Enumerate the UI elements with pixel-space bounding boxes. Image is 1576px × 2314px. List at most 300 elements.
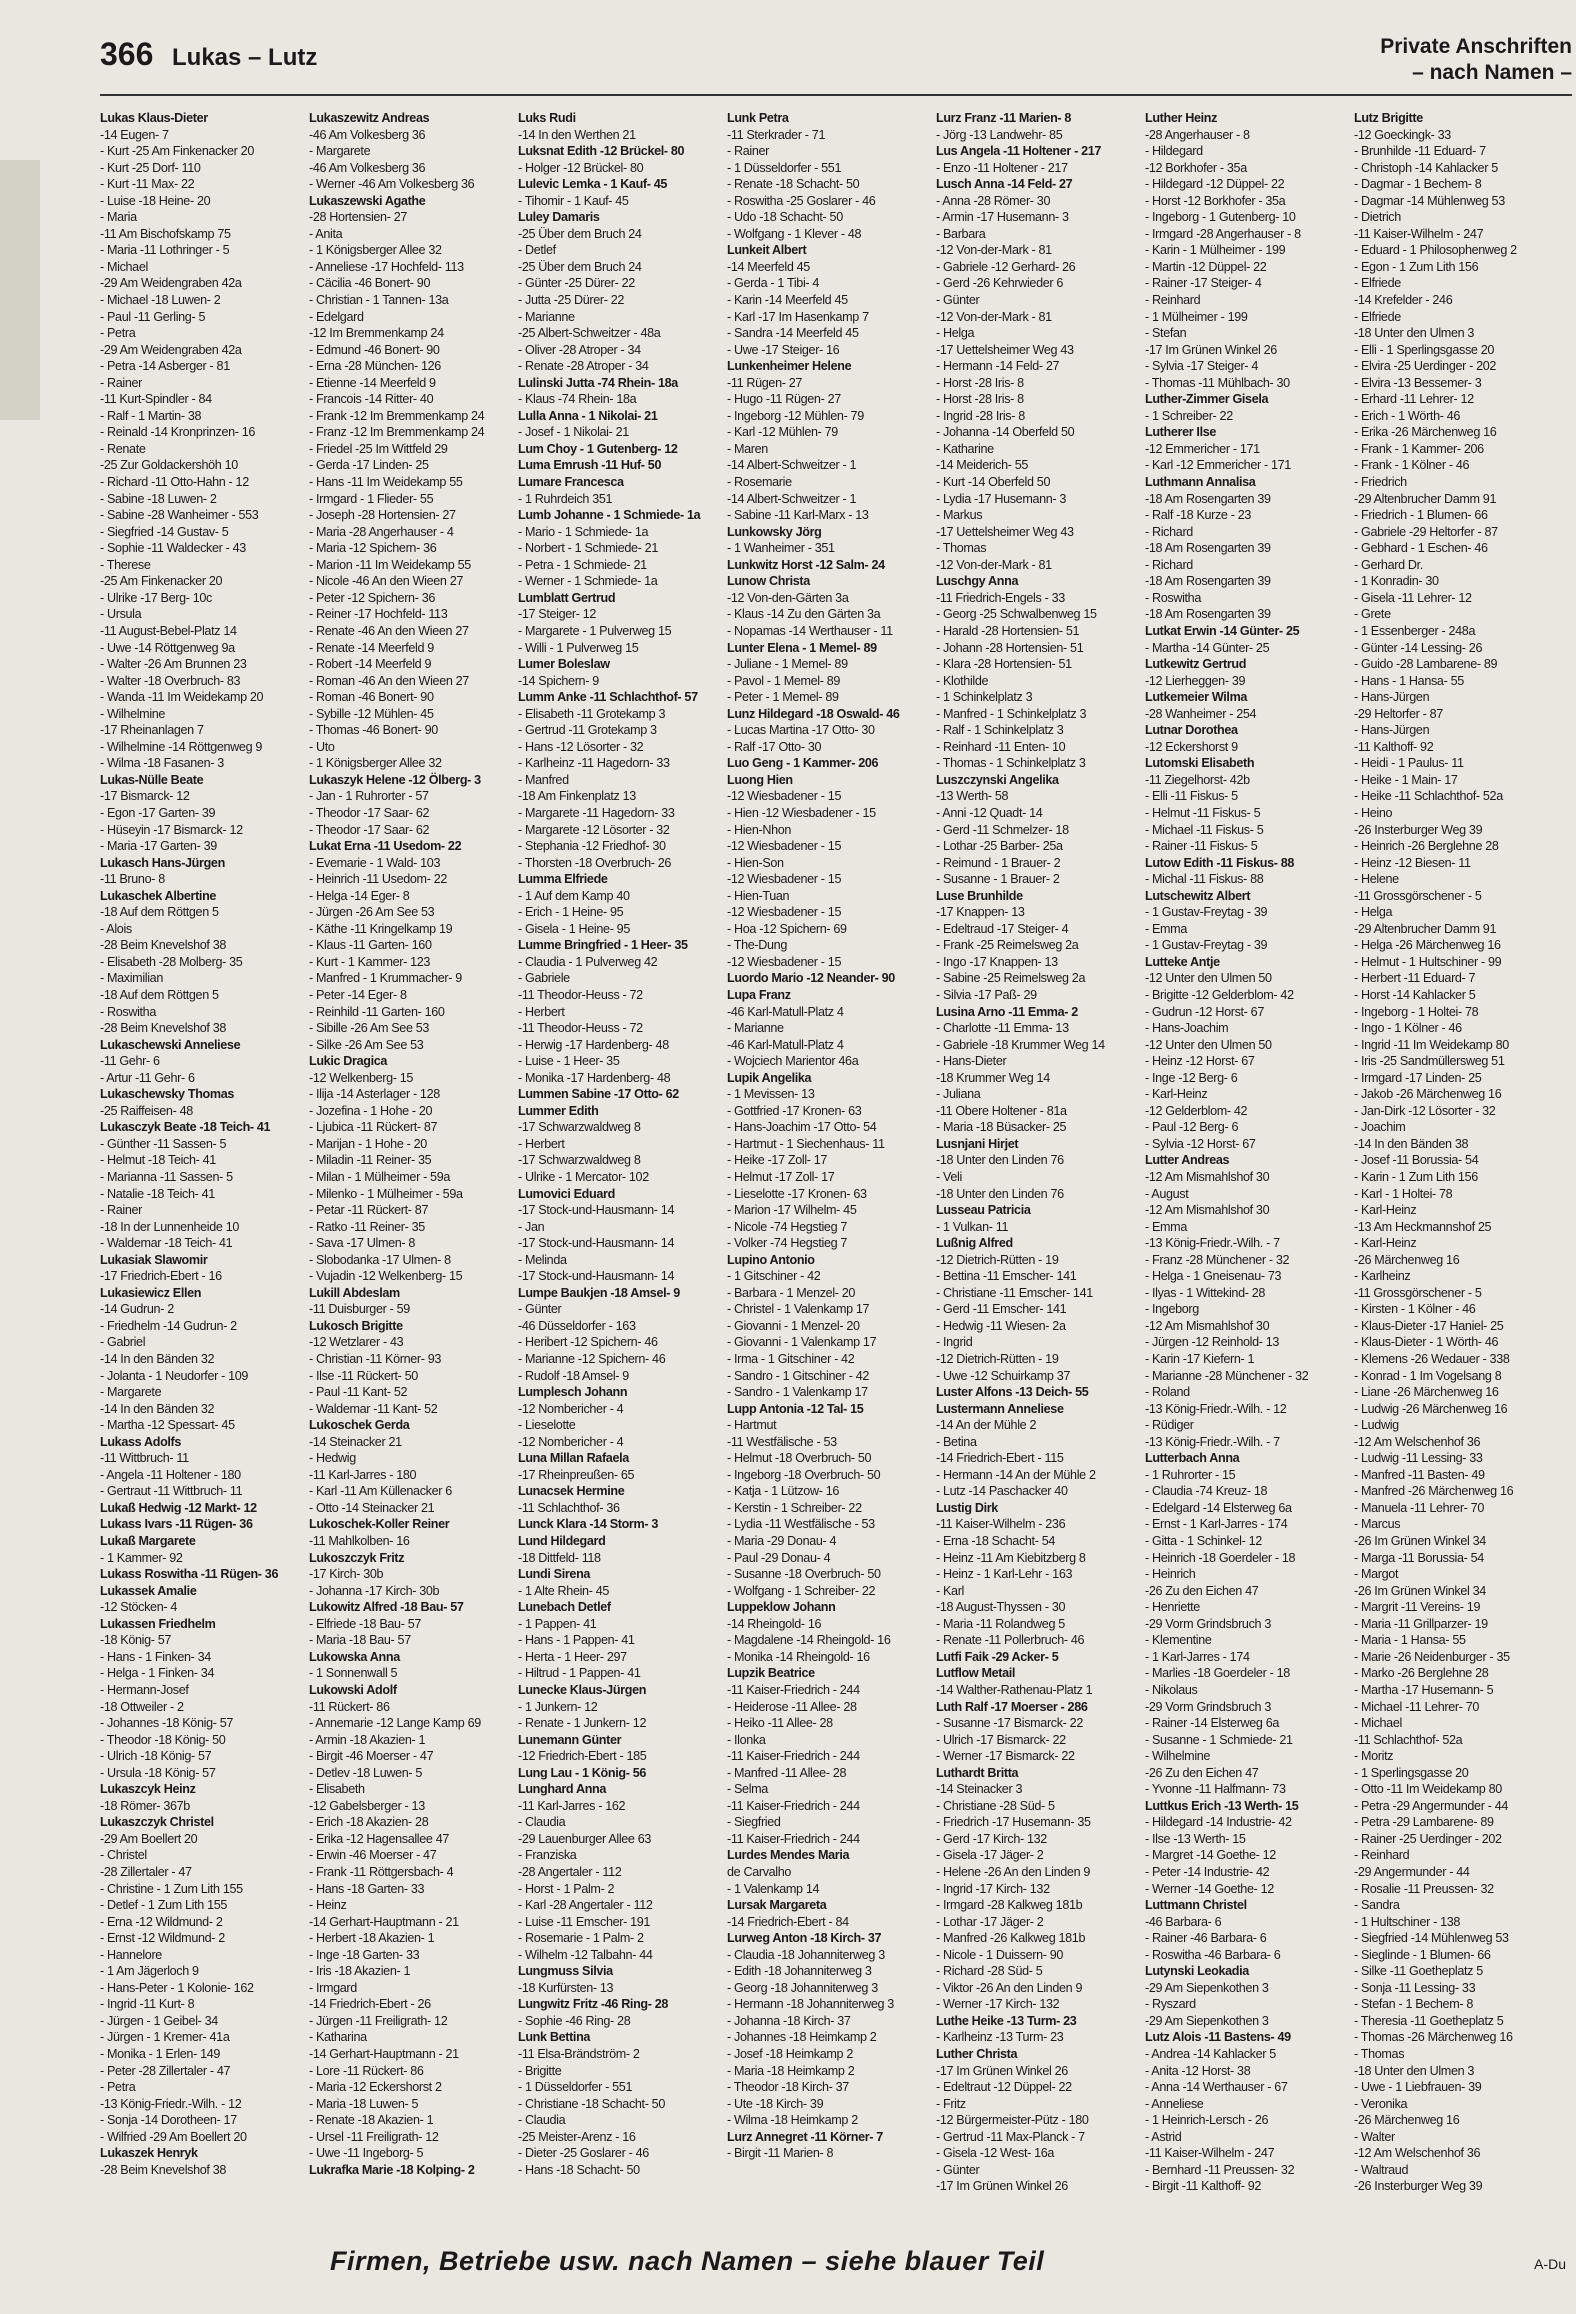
listing-entry: -14 Gerhart-Hauptmann - 21 bbox=[309, 2046, 459, 2061]
listing-entry: -25 Albert-Schweitzer - 48a bbox=[518, 326, 661, 341]
listing-entry: - Herwig -17 Hardenberg- 48 bbox=[518, 1037, 669, 1052]
listing-entry: - Erna -12 Wildmund- 2 bbox=[100, 1914, 223, 1929]
listing-entry: Lukill Abdeslam bbox=[309, 1285, 400, 1300]
listing-entry: Luther Heinz bbox=[1145, 111, 1218, 125]
listing-entry: Lurweg Anton -18 Kirch- 37 bbox=[727, 1931, 882, 1946]
listing-entry: -29 Am Weidengraben 42a bbox=[100, 276, 242, 291]
listing-entry: Lukaszek Henryk bbox=[100, 2146, 198, 2161]
listing-entry: - Ludwig -26 Märchenweg 16 bbox=[1354, 1401, 1508, 1416]
listing-entry: - August bbox=[1145, 1186, 1189, 1201]
listing-entry: - Ursel -11 Freiligrath- 12 bbox=[309, 2129, 439, 2144]
listing-entry: Lukosch Brigitte bbox=[309, 1318, 403, 1333]
listing-entry: - Günther -11 Sassen- 5 bbox=[100, 1136, 227, 1151]
listing-entry: - Brigitte -12 Gelderblom- 42 bbox=[1145, 987, 1294, 1002]
listing-entry: - Inge -18 Garten- 33 bbox=[309, 1947, 420, 1962]
listing-entry: -17 Rheinanlagen 7 bbox=[100, 723, 204, 738]
listing-entry: - Sandro - 1 Gitschiner - 42 bbox=[727, 1368, 870, 1383]
listing-entry: - Thomas -11 Mühlbach- 30 bbox=[1145, 375, 1290, 390]
listing-entry: Lummer Edith bbox=[518, 1103, 599, 1118]
listing-entry: - Theresia -11 Goetheplatz 5 bbox=[1354, 2013, 1504, 2028]
listing-entry: Lukat Erna -11 Usedom- 22 bbox=[309, 839, 462, 854]
listing-entry: - Heinrich -11 Usedom- 22 bbox=[309, 872, 447, 887]
listing-entry: - Milenko - 1 Mülheimer - 59a bbox=[309, 1186, 463, 1201]
listing-entry: -26 Zu den Eichen 47 bbox=[1145, 1583, 1259, 1598]
listing-entry: - Gabriel bbox=[100, 1335, 146, 1350]
listing-entry: Lulla Anna - 1 Nikolai- 21 bbox=[518, 408, 658, 423]
listing-entry: - Ulrike -17 Berg- 10c bbox=[100, 590, 212, 605]
listing-entry: Lukoszczyk Fritz bbox=[309, 1550, 405, 1565]
listing-entry: -17 Uettelsheimer Weg 43 bbox=[936, 524, 1074, 539]
listing-entry: Luthe Heike -13 Turm- 23 bbox=[936, 2013, 1077, 2028]
listing-entry: Luley Damaris bbox=[518, 210, 600, 225]
listing-entry: - Reimund - 1 Brauer- 2 bbox=[936, 855, 1061, 870]
listing-column-4 bbox=[727, 110, 929, 2198]
listing-entry: - Manfred -26 Märchenweg 16 bbox=[1354, 1484, 1514, 1499]
listing-entry: -14 Gudrun- 2 bbox=[100, 1302, 174, 1317]
listing-entry: - Uwe -11 Ingeborg- 5 bbox=[309, 2146, 424, 2161]
listing-entry: Luther-Zimmer Gisela bbox=[1145, 392, 1269, 407]
listing-entry: - Paul -11 Gerling- 5 bbox=[100, 309, 206, 324]
listing-entry: -26 Im Grünen Winkel 34 bbox=[1354, 1534, 1486, 1549]
listing-entry: Lutschewitz Albert bbox=[1145, 888, 1251, 903]
listing-entry: -25 Meister-Arenz - 16 bbox=[518, 2129, 636, 2144]
listing-entry: - Ingrid bbox=[936, 1335, 973, 1350]
listing-entry: -29 Lauenburger Allee 63 bbox=[518, 1831, 652, 1846]
listing-entry: - Ralf - 1 Schinkelplatz 3 bbox=[936, 723, 1064, 738]
listing-entry: -46 Düsseldorfer - 163 bbox=[518, 1318, 636, 1333]
listing-entry: - Manfred - 1 Schinkelplatz 3 bbox=[936, 706, 1087, 721]
listing-entry: - Günter bbox=[936, 293, 980, 308]
listing-entry: - Michael bbox=[1354, 1716, 1402, 1731]
listing-entry: - Renate - 1 Junkern- 12 bbox=[518, 1716, 647, 1731]
listing-entry: - Jozefina - 1 Hohe - 20 bbox=[309, 1103, 433, 1118]
listing-entry: - Giovanni - 1 Valenkamp 17 bbox=[727, 1335, 877, 1350]
listing-entry: -12 Gelderblom- 42 bbox=[1145, 1103, 1248, 1118]
listing-entry: - Fritz bbox=[936, 2096, 966, 2111]
listing-entry: -18 Unter den Linden 76 bbox=[936, 1153, 1064, 1168]
listing-entry: -12 Von-den-Gärten 3a bbox=[727, 590, 849, 605]
listing-entry: - Pavol - 1 Memel- 89 bbox=[727, 673, 841, 688]
listing-entry: -14 Meerfeld 45 bbox=[727, 259, 810, 274]
listing-entry: Lumm Anke -11 Schlachthof- 57 bbox=[518, 690, 698, 705]
listing-entry: -11 Kalthoff- 92 bbox=[1354, 739, 1434, 754]
listing-entry: - Hedwig bbox=[309, 1451, 356, 1466]
section-subtitle: – nach Namen – bbox=[1412, 61, 1572, 84]
listing-entry: Luster Alfons -13 Deich- 55 bbox=[936, 1385, 1089, 1400]
listing-entry: - Norbert - 1 Schmiede- 21 bbox=[518, 541, 658, 556]
listing-entry: - Mario - 1 Schmiede- 1a bbox=[518, 524, 649, 539]
listing-entry: - Hedwig -11 Wiesen- 2a bbox=[936, 1318, 1066, 1333]
listing-entry: - Volker -74 Hegstieg 7 bbox=[727, 1236, 848, 1251]
listing-entry: - Rudolf -18 Amsel- 9 bbox=[518, 1368, 629, 1383]
listing-entry: Lunacsek Hermine bbox=[518, 1484, 625, 1499]
listing-entry: Lukoschek-Koller Reiner bbox=[309, 1517, 450, 1532]
listing-entry: - Jan-Dirk -12 Lösorter - 32 bbox=[1354, 1103, 1496, 1118]
listing-entry: - Margarete - 1 Pulverweg 15 bbox=[518, 623, 672, 638]
listing-entry: - Frank - 1 Kammer- 206 bbox=[1354, 441, 1484, 456]
listing-entry: - Martha -14 Günter- 25 bbox=[1145, 640, 1270, 655]
listing-entry: - Johann -28 Hortensien- 51 bbox=[936, 640, 1084, 655]
listing-entry: -17 Uettelsheimer Weg 43 bbox=[936, 342, 1074, 357]
listing-entry: - Luise - 1 Heer- 35 bbox=[518, 1054, 620, 1069]
listing-entry: - Gottfried -17 Kronen- 63 bbox=[727, 1103, 862, 1118]
listing-entry: -12 Wiesbadener - 15 bbox=[727, 839, 842, 854]
listing-entry: -25 Raiffeisen- 48 bbox=[100, 1103, 193, 1118]
listing-entry: - Martha -12 Spessart- 45 bbox=[100, 1418, 235, 1433]
listing-entry: - Erika -26 Märchenweg 16 bbox=[1354, 425, 1497, 440]
listing-entry: - Siegfried bbox=[727, 1815, 781, 1830]
listing-entry: - Edeltraut -12 Düppel- 22 bbox=[936, 2080, 1072, 2095]
listing-entry: Lunz Hildegard -18 Oswald- 46 bbox=[727, 706, 900, 721]
listing-entry: - Elfriede -18 Bau- 57 bbox=[309, 1616, 422, 1631]
listing-entry: - Kurt -14 Oberfeld 50 bbox=[936, 475, 1051, 490]
listing-entry: - Jan bbox=[518, 1219, 545, 1234]
listing-entry: - Hartmut bbox=[727, 1418, 777, 1433]
listing-entry: - Sylvia -17 Steiger- 4 bbox=[1145, 359, 1259, 374]
listing-entry: - Maren bbox=[727, 441, 768, 456]
listing-entry: -18 Am Rosengarten 39 bbox=[1145, 491, 1271, 506]
listing-entry: - Ingo -17 Knappen- 13 bbox=[936, 954, 1058, 969]
listing-entry: -28 Wanheimer - 254 bbox=[1145, 706, 1257, 721]
listing-entry: - Karl-Heinz bbox=[1354, 1203, 1417, 1218]
listing-entry: - Maria -12 Eckershorst 2 bbox=[309, 2080, 442, 2095]
listing-entry: - Claudia bbox=[518, 2113, 566, 2128]
listing-entry: - Detlef - 1 Zum Lith 155 bbox=[100, 1898, 228, 1913]
listing-entry: -29 Vorm Grindsbruch 3 bbox=[1145, 1616, 1271, 1631]
listing-entry: -14 Steinacker 21 bbox=[309, 1434, 402, 1449]
listing-entry: - Gisela - 1 Heine- 95 bbox=[518, 921, 630, 936]
listing-entry: - Robert -14 Meerfeld 9 bbox=[309, 657, 432, 672]
listing-entry: - Heinz bbox=[309, 1898, 347, 1913]
listing-entry: - Dieter -25 Goslarer - 46 bbox=[518, 2146, 649, 2161]
listing-entry: - Frank - 1 Kölner - 46 bbox=[1354, 458, 1470, 473]
listing-entry: - Nicole -46 An den Wieen 27 bbox=[309, 574, 464, 589]
listing-entry: - Ljubica -11 Rückert- 87 bbox=[309, 1120, 438, 1135]
listing-entry: Luks Rudi bbox=[518, 111, 576, 125]
listing-entry: - Irmgard -28 Kalkweg 181b bbox=[936, 1898, 1083, 1913]
listing-entry: - Ilonka bbox=[727, 1732, 766, 1747]
listing-entry: -11 Kaiser-Friedrich - 244 bbox=[727, 1831, 860, 1846]
listing-entry: - Karl -11 Am Küllenacker 6 bbox=[309, 1484, 452, 1499]
listing-entry: -12 Von-der-Mark - 81 bbox=[936, 243, 1052, 258]
listing-entry: - Gudrun -12 Horst- 67 bbox=[1145, 1004, 1264, 1019]
listing-entry: - Elvira -13 Bessemer- 3 bbox=[1354, 375, 1482, 390]
listing-entry: Lukasch Hans-Jürgen bbox=[100, 855, 225, 870]
listing-entry: - Reinhild -11 Garten- 160 bbox=[309, 1004, 445, 1019]
listing-entry: - Peter -12 Spichern- 36 bbox=[309, 590, 435, 605]
listing-entry: - Rainer -14 Elsterweg 6a bbox=[1145, 1716, 1280, 1731]
listing-entry: Lußnig Alfred bbox=[936, 1236, 1013, 1251]
listing-entry: Luo Geng - 1 Kammer- 206 bbox=[727, 756, 879, 771]
listing-entry: - Armin -17 Husemann- 3 bbox=[936, 210, 1069, 225]
listing-entry: -14 Albert-Schweitzer - 1 bbox=[727, 491, 857, 506]
listing-entry: - Susanne -17 Bismarck- 22 bbox=[936, 1716, 1083, 1731]
listing-entry: -11 Duisburger - 59 bbox=[309, 1302, 410, 1317]
listing-entry: - Paul -12 Berg- 6 bbox=[1145, 1120, 1239, 1135]
listing-entry: - Etienne -14 Meerfeld 9 bbox=[309, 375, 436, 390]
listing-entry: -18 Römer- 367b bbox=[100, 1798, 190, 1813]
listing-entry: - Ursula -18 König- 57 bbox=[100, 1765, 216, 1780]
listing-entry: - Ingrid -11 Kurt- 8 bbox=[100, 1997, 195, 2012]
listing-entry: - Rosemarie - 1 Palm- 2 bbox=[518, 1931, 644, 1946]
listing-entry: Lupzik Beatrice bbox=[727, 1666, 815, 1681]
listing-entry: Lung Lau - 1 König- 56 bbox=[518, 1765, 647, 1780]
listing-entry: - Ryszard bbox=[1145, 1997, 1196, 2012]
listing-entry: - Friedrich -17 Husemann- 35 bbox=[936, 1815, 1091, 1830]
listing-entry: - Roswitha bbox=[1145, 590, 1201, 605]
listing-entry: - Maria -18 Luwen- 5 bbox=[309, 2096, 419, 2111]
listing-entry: Lukaszczyk Christel bbox=[100, 1815, 214, 1830]
listing-entry: - Irmgard -28 Angerhauser - 8 bbox=[1145, 226, 1301, 241]
listing-entry: - Jakob -26 Märchenweg 16 bbox=[1354, 1087, 1502, 1102]
listing-entry: -17 Rheinpreußen- 65 bbox=[518, 1467, 635, 1482]
listing-entry: - Marion -11 Im Weidekamp 55 bbox=[309, 557, 471, 572]
listing-entry: - Willi - 1 Pulverweg 15 bbox=[518, 640, 639, 655]
listing-entry: - Nicole - 1 Duissern- 90 bbox=[936, 1947, 1064, 1962]
listing-entry: - Anita bbox=[309, 226, 343, 241]
listing-column-5 bbox=[936, 110, 1138, 2198]
listing-entry: - Betina bbox=[936, 1434, 977, 1449]
listing-entry: - Nopamas -14 Werthauser - 11 bbox=[727, 623, 893, 638]
listing-entry: - 1 Wanheimer - 351 bbox=[727, 541, 835, 556]
listing-entry: -18 Am Finkenplatz 13 bbox=[518, 789, 636, 804]
listing-entry: - Johanna -18 Kirch- 37 bbox=[727, 2013, 851, 2028]
listing-entry: Lummen Sabine -17 Otto- 62 bbox=[518, 1087, 679, 1102]
listing-entry: -14 Friedrich-Ebert - 26 bbox=[309, 1997, 431, 2012]
listing-entry: -12 Unter den Ulmen 50 bbox=[1145, 971, 1272, 986]
listing-entry: - Heidi - 1 Paulus- 11 bbox=[1354, 756, 1464, 771]
listing-entry: - Marie -26 Neidenburger - 35 bbox=[1354, 1649, 1510, 1664]
listing-entry: - Hans -12 Lösorter - 32 bbox=[518, 739, 644, 754]
listing-entry: - Hans -11 Im Weidekamp 55 bbox=[309, 475, 463, 490]
listing-entry: - Irmgard - 1 Flieder- 55 bbox=[309, 491, 434, 506]
listing-entry: Lukowski Adolf bbox=[309, 1682, 397, 1697]
listing-entry: -11 Karl-Jarres - 162 bbox=[518, 1798, 626, 1813]
listing-entry: - Thorsten -18 Overbruch- 26 bbox=[518, 855, 672, 870]
listing-entry: -13 Am Heckmannshof 25 bbox=[1354, 1219, 1492, 1234]
listing-entry: - Reinald -14 Kronprinzen- 16 bbox=[100, 425, 256, 440]
listing-entry: - Maria -18 Bau- 57 bbox=[309, 1633, 411, 1648]
listing-entry: - Lydia -11 Westfälische - 53 bbox=[727, 1517, 875, 1532]
listing-entry: - Elvira -25 Uerdinger - 202 bbox=[1354, 359, 1497, 374]
listing-entry: - Heino bbox=[1354, 805, 1393, 820]
listing-entry: - Angela -11 Holtener - 180 bbox=[100, 1467, 241, 1482]
listing-entry: - Waldemar -11 Kant- 52 bbox=[309, 1401, 438, 1416]
listing-entry: - Franz -28 Münchener - 32 bbox=[1145, 1252, 1290, 1267]
listing-entry: -14 Krefelder - 246 bbox=[1354, 293, 1453, 308]
listing-entry: Luthardt Britta bbox=[936, 1765, 1019, 1780]
listing-entry: - Yvonne -11 Halfmann- 73 bbox=[1145, 1782, 1286, 1797]
listing-entry: - Monika -14 Rheingold- 16 bbox=[727, 1649, 870, 1664]
listing-entry: - Heinrich -18 Goerdeler - 18 bbox=[1145, 1550, 1296, 1565]
listing-entry: Luthmann Annalisa bbox=[1145, 475, 1256, 490]
listing-entry: - Andrea -14 Kahlacker 5 bbox=[1145, 2046, 1276, 2061]
listing-entry: -12 Wiesbadener - 15 bbox=[727, 872, 842, 887]
listing-entry: - Hans - 1 Pappen- 41 bbox=[518, 1633, 635, 1648]
listing-entry: - Lothar -17 Jäger- 2 bbox=[936, 1914, 1044, 1929]
listing-entry: - Josef - 1 Nikolai- 21 bbox=[518, 425, 629, 440]
listing-entry: -11 Schlachthof- 36 bbox=[518, 1500, 620, 1515]
listing-entry: - Peter - 1 Memel- 89 bbox=[727, 690, 839, 705]
listing-entry: - Sibille -26 Am See 53 bbox=[309, 1021, 430, 1036]
listing-entry: Lunck Klara -14 Storm- 3 bbox=[518, 1517, 658, 1532]
listing-entry: -17 Im Grünen Winkel 26 bbox=[936, 2179, 1068, 2194]
listing-entry: - Kurt -25 Am Finkenacker 20 bbox=[100, 144, 254, 159]
listing-entry: -25 Über dem Bruch 24 bbox=[518, 226, 642, 241]
listing-entry: Lunter Elena - 1 Memel- 89 bbox=[727, 640, 877, 655]
listing-entry: - Renate -18 Akazien- 1 bbox=[309, 2113, 434, 2128]
listing-entry: - Ilse -13 Werth- 15 bbox=[1145, 1831, 1246, 1846]
listing-entry: - Hermann-Josef bbox=[100, 1682, 189, 1697]
listing-entry: -11 Rückert- 86 bbox=[309, 1699, 390, 1714]
listing-entry: - Hans-Joachim bbox=[1145, 1021, 1229, 1036]
listing-entry: - 1 Essenberger - 248a bbox=[1354, 623, 1476, 638]
listing-entry: - 1 Konradin- 30 bbox=[1354, 574, 1439, 589]
listing-entry: - Ilija -14 Asterlager - 128 bbox=[309, 1087, 440, 1102]
listing-entry: -12 Lierheggen- 39 bbox=[1145, 673, 1246, 688]
listing-entry: - Manfred -11 Allee- 28 bbox=[727, 1765, 847, 1780]
listing-entry: -12 Eckershorst 9 bbox=[1145, 739, 1238, 754]
section-title: Private Anschriften bbox=[1380, 35, 1572, 58]
listing-entry: - Marianna -11 Sassen- 5 bbox=[100, 1170, 233, 1184]
listing-entry: -12 Wiesbadener - 15 bbox=[727, 954, 842, 969]
listing-entry: Lukassek Amalie bbox=[100, 1583, 197, 1598]
listing-entry: -11 Kaiser-Friedrich - 244 bbox=[727, 1682, 860, 1697]
listing-entry: - Anneliese -17 Hochfeld- 113 bbox=[309, 259, 464, 274]
listing-entry: - Karl -28 Angertaler - 112 bbox=[518, 1898, 653, 1913]
listing-entry: - Markus bbox=[936, 508, 983, 523]
listing-entry: - Silke -11 Goetheplatz 5 bbox=[1354, 1964, 1483, 1979]
listing-entry: - Renate -18 Schacht- 50 bbox=[727, 177, 860, 192]
listing-entry: - Klara -28 Hortensien- 51 bbox=[936, 657, 1072, 672]
listing-entry: -11 Sterkrader - 71 bbox=[727, 127, 826, 142]
listing-entry: - Hildegard -14 Industrie- 42 bbox=[1145, 1815, 1292, 1830]
listing-entry: - Ingeborg - 1 Gutenberg- 10 bbox=[1145, 210, 1296, 225]
listing-entry: - Therese bbox=[100, 557, 151, 572]
listing-entry: - Holger -12 Brückel- 80 bbox=[518, 160, 644, 175]
listing-entry: - Ludwig -11 Lessing- 33 bbox=[1354, 1451, 1483, 1466]
listing-entry: - Martin -12 Düppel- 22 bbox=[1145, 259, 1267, 274]
listing-entry: - Gerda -17 Linden- 25 bbox=[309, 458, 429, 473]
listing-entry: -11 Grossgörschener - 5 bbox=[1354, 888, 1482, 903]
listing-entry: Lukowska Anna bbox=[309, 1649, 400, 1664]
listing-entry: Lutkat Erwin -14 Günter- 25 bbox=[1145, 623, 1300, 638]
listing-entry: - Richard -11 Otto-Hahn - 12 bbox=[100, 475, 249, 490]
listing-entry: - Liane -26 Märchenweg 16 bbox=[1354, 1385, 1499, 1400]
listing-entry: -17 Stock-und-Hausmann- 14 bbox=[518, 1236, 675, 1251]
listing-entry: - Bettina -11 Emscher- 141 bbox=[936, 1269, 1077, 1284]
listing-entry: Lutnar Dorothea bbox=[1145, 723, 1238, 738]
listing-entry: Lunow Christa bbox=[727, 574, 810, 589]
listing-entry: Lutflow Metail bbox=[936, 1666, 1016, 1681]
listing-entry: - Rosalie -11 Preussen- 32 bbox=[1354, 1881, 1494, 1896]
listing-entry: - Hans-Jürgen bbox=[1354, 690, 1430, 705]
listing-entry: - Anni -12 Quadt- 14 bbox=[936, 805, 1043, 820]
listing-entry: - Margot bbox=[1354, 1567, 1399, 1582]
listing-entry: - Ulrich -17 Bismarck- 22 bbox=[936, 1732, 1066, 1747]
listing-entry: -12 Wiesbadener - 15 bbox=[727, 789, 842, 804]
listing-entry: - Thomas bbox=[936, 541, 987, 556]
listing-entry: - Kirsten - 1 Kölner - 46 bbox=[1354, 1302, 1476, 1317]
listing-entry: -14 Albert-Schweitzer - 1 bbox=[727, 458, 857, 473]
listing-entry: - Roswitha bbox=[100, 1004, 156, 1019]
listing-entry: - Marcus bbox=[1354, 1517, 1401, 1532]
listing-entry: - Artur -11 Gehr- 6 bbox=[100, 1070, 195, 1085]
listing-entry: - Klaus-Dieter -17 Haniel- 25 bbox=[1354, 1318, 1504, 1333]
listing-entry: - Renate -46 An den Wieen 27 bbox=[309, 623, 469, 638]
listing-entry: - Stephania -12 Friedhof- 30 bbox=[518, 839, 666, 854]
listing-entry: -12 Emmericher - 171 bbox=[1145, 441, 1260, 456]
listing-entry: - Karl - 1 Holtei- 78 bbox=[1354, 1186, 1453, 1201]
listing-entry: - Thomas -46 Bonert- 90 bbox=[309, 723, 438, 738]
listing-entry: - Jutta -25 Dürer- 22 bbox=[518, 293, 625, 308]
listing-entry: - Luise -18 Heine- 20 bbox=[100, 193, 211, 208]
listing-entry: - Werner -17 Kirch- 132 bbox=[936, 1997, 1060, 2012]
listing-entry: - Renate -28 Atroper - 34 bbox=[518, 359, 649, 374]
listing-entry: - Dagmar - 1 Bechem- 8 bbox=[1354, 177, 1482, 192]
listing-entry: - Hiltrud - 1 Pappen- 41 bbox=[518, 1666, 641, 1681]
listing-entry: -11 Schlachthof- 52a bbox=[1354, 1732, 1463, 1747]
listing-entry: - Sonja -11 Lessing- 33 bbox=[1354, 1980, 1476, 1995]
listing-entry: -11 Kurt-Spindler - 84 bbox=[100, 392, 212, 407]
listing-entry: -28 Hortensien- 27 bbox=[309, 210, 408, 225]
listing-entry: -12 Nombericher - 4 bbox=[518, 1434, 624, 1449]
listing-column-2 bbox=[309, 110, 511, 2198]
listing-entry: - Claudia -74 Kreuz- 18 bbox=[1145, 1484, 1268, 1499]
listing-entry: Lukasiak Slawomir bbox=[100, 1252, 208, 1267]
listing-entry: - Ingeborg bbox=[1145, 1302, 1199, 1317]
listing-entry: - 1 Schinkelplatz 3 bbox=[936, 690, 1033, 705]
listing-entry: - Sandra bbox=[1354, 1898, 1400, 1913]
listing-entry: - Hien-Nhon bbox=[727, 822, 792, 837]
listing-entry: - Sophie -11 Waldecker - 43 bbox=[100, 541, 246, 556]
listing-entry: Luttkus Erich -13 Werth- 15 bbox=[1145, 1798, 1299, 1813]
listing-entry: - Kerstin - 1 Schreiber- 22 bbox=[727, 1500, 862, 1515]
listing-entry: - Irmgard -17 Linden- 25 bbox=[1354, 1070, 1482, 1085]
section-heading bbox=[1380, 34, 1572, 86]
listing-entry: -26 Märchenweg 16 bbox=[1354, 2113, 1460, 2128]
listing-entry: - Ingrid -11 Im Weidekamp 80 bbox=[1354, 1037, 1509, 1052]
listing-entry: - Hans-Dieter bbox=[936, 1054, 1007, 1069]
listing-entry: -13 Werth- 58 bbox=[936, 789, 1009, 804]
listing-entry: - Helmut -11 Fiskus- 5 bbox=[1145, 805, 1261, 820]
listing-entry: - Helmut -17 Zoll- 17 bbox=[727, 1170, 835, 1184]
listing-entry: - Jürgen - 1 Geibel- 34 bbox=[100, 2013, 218, 2028]
listing-entry: - Anita -12 Horst- 38 bbox=[1145, 2063, 1251, 2078]
listing-entry: - Christel bbox=[100, 1848, 147, 1863]
listing-entry: Lusseau Patricia bbox=[936, 1203, 1031, 1218]
listing-entry: -26 Insterburger Weg 39 bbox=[1354, 2179, 1483, 2194]
listing-entry: - Irma - 1 Gitschiner - 42 bbox=[727, 1352, 855, 1367]
listing-entry: Lulinski Jutta -74 Rhein- 18a bbox=[518, 375, 678, 390]
listing-entry: - Marlies -18 Goerdeler - 18 bbox=[1145, 1666, 1290, 1681]
listing-entry: -11 Kaiser-Wilhelm - 247 bbox=[1354, 226, 1484, 241]
listing-entry: -46 Barbara- 6 bbox=[1145, 1914, 1222, 1929]
listing-entry: - Hildegard bbox=[1145, 144, 1203, 159]
listing-entry: - Hien -12 Wiesbadener - 15 bbox=[727, 805, 876, 820]
listing-entry: - Sandra -14 Meerfeld 45 bbox=[727, 326, 859, 341]
listing-entry: - Irmgard bbox=[309, 1980, 357, 1995]
listing-entry: - Theodor -18 König- 50 bbox=[100, 1732, 226, 1747]
listing-entry: - Klaus -74 Rhein- 18a bbox=[518, 392, 637, 407]
listing-entry: - Maria -18 Büsacker- 25 bbox=[936, 1120, 1067, 1135]
listing-entry: -26 Zu den Eichen 47 bbox=[1145, 1765, 1259, 1780]
listing-entry: - Waldemar -18 Teich- 41 bbox=[100, 1236, 233, 1251]
listing-entry: -25 Über dem Bruch 24 bbox=[518, 259, 642, 274]
listing-entry: - Uto bbox=[309, 739, 335, 754]
listing-entry: Lunk Petra bbox=[727, 111, 789, 125]
listing-entry: - Helga -14 Eger- 8 bbox=[309, 888, 410, 903]
